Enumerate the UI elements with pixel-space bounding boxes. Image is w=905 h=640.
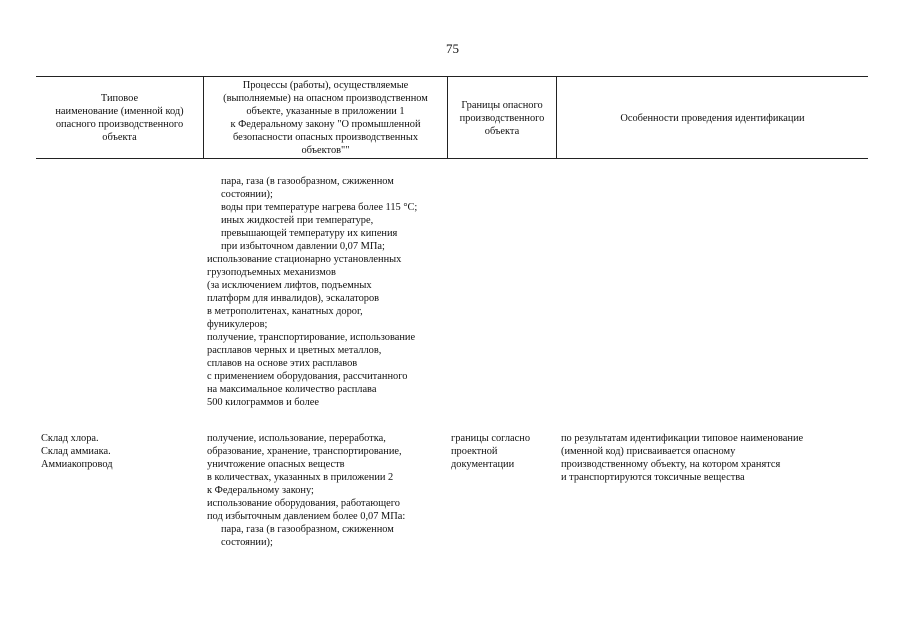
processes-cell [207,432,405,549]
text-line: в количествах, указанных в приложении 2 [207,472,394,483]
header-object-name: Типовое наименование (именной код) опасного производственного объекта [55,93,184,143]
text-line: Аммиакопровод [41,459,113,470]
text-line: 500 килограммов и более [207,397,320,408]
text-line: в метрополитенах, канатных дорог, [207,306,363,317]
text-line: при избыточном давлении 0,07 МПа; [221,241,385,252]
text-line: образование, хранение, транспортирование, [207,446,402,457]
text-line: под избыточным давлением более 0,07 МПа: [207,511,406,522]
text-line: уничтожение опасных веществ [207,459,345,470]
borders-cell [451,432,530,471]
continuation-processes-cell [207,175,417,409]
text-line: сплавов на основе этих расплавов [207,358,358,369]
text-line: превышающей температуру их кипения [221,228,398,239]
text-line: к Федеральному закону; [207,485,314,496]
text-line: фуникулеров; [207,319,268,330]
object-name-cell [41,432,113,471]
text-line: на максимальное количество расплава [207,384,377,395]
text-line: состоянии); [221,537,273,548]
text-line: использование оборудования, работающего [207,498,400,509]
text-line: получение, транспортирование, использование [207,332,416,343]
text-line: Склад хлора. [41,433,99,444]
text-line: получение, использование, переработка, [207,433,386,444]
text-line: проектной [451,446,498,457]
table-header-rule [36,158,868,159]
table-top-rule [36,76,868,77]
text-line: пара, газа (в газообразном, сжиженном [221,524,394,535]
header-processes: Процессы (работы), осуществляемые (выполняемые) на опасном производственном объекте, указанные в приложении 1 к Федеральному закону "О промышленной безопасности опасных производственных объектов"" [223,80,428,156]
text-line: с применением оборудования, рассчитанного [207,371,408,382]
text-line: грузоподъемных механизмов [207,267,336,278]
text-line: по результатам идентификации типовое наименование [561,433,804,444]
text-line: (именной код) присваивается опасному [561,446,736,457]
text-line: пара, газа (в газообразном, сжиженном [221,176,394,187]
identification-features-cell [561,432,803,484]
text-line: состоянии); [221,189,273,200]
text-line: Склад аммиака. [41,446,111,457]
text-line: и транспортируются токсичные вещества [561,472,745,483]
text-line: использование стационарно установленных [207,254,402,265]
text-line: воды при температуре нагрева более 115 °С; [221,202,418,213]
text-line: (за исключением лифтов, подъемных [207,280,372,291]
page-number: 75 [446,41,459,56]
text-line: расплавов черных и цветных металлов, [207,345,382,356]
text-line: производственному объекту, на котором хранятся [561,459,781,470]
text-line: платформ для инвалидов), эскалаторов [207,293,380,304]
text-line: границы согласно [451,433,531,444]
header-identification-features: Особенности проведения идентификации [620,112,805,124]
text-line: иных жидкостей при температуре, [221,215,374,226]
text-line: документации [451,459,515,470]
header-borders: Границы опасного производственного объекта [459,99,545,137]
